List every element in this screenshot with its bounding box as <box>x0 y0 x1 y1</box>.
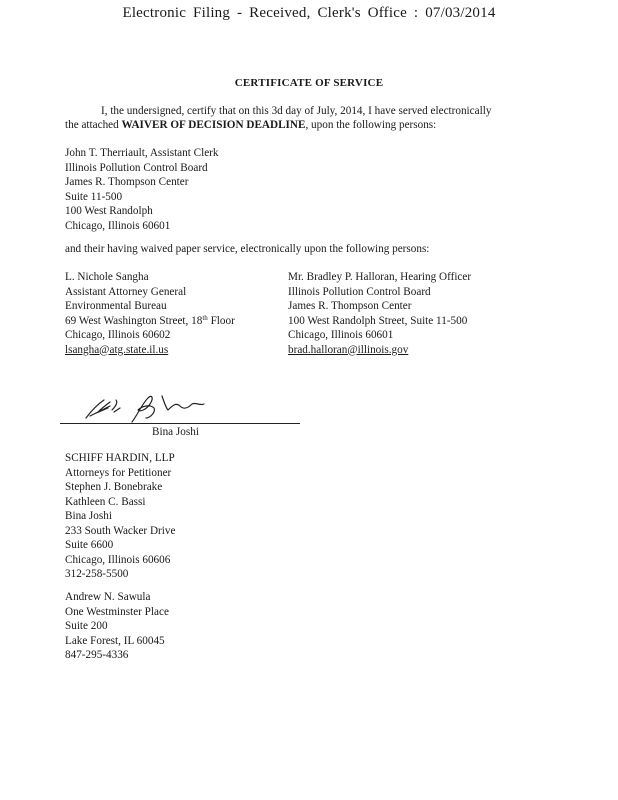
second-attorney-block <box>65 590 169 663</box>
handwritten-signature <box>80 388 220 424</box>
party-title: Assistant Attorney General <box>65 285 187 298</box>
hearing-officer-line: James R. Thompson Center <box>288 300 412 312</box>
recipient-line: James R. Thompson Center <box>65 176 189 188</box>
recipient-line: Chicago, Illinois 60601 <box>65 219 171 232</box>
signature-line <box>60 423 300 424</box>
attorney-line: Suite 200 <box>65 620 108 632</box>
street-text: 69 West Washington Street, 18 <box>65 314 203 327</box>
hearing-officer-line: Chicago, Illinois 60601 <box>288 329 394 341</box>
hearing-officer-email-link[interactable]: brad.halloran@illinois.gov <box>288 343 409 356</box>
intro-line-2 <box>65 118 436 133</box>
attorney-line: 847-295-4336 <box>65 649 129 661</box>
right-party-block <box>288 270 471 357</box>
document-name: WAIVER OF DECISION DEADLINE <box>121 119 306 131</box>
firm-line: Chicago, Illinois 60606 <box>65 553 171 566</box>
party-email-link[interactable]: lsangha@atg.state.il.us <box>65 343 169 356</box>
firm-line: 312-258-5500 <box>65 568 129 580</box>
firm-line: SCHIFF HARDIN, LLP <box>65 452 175 464</box>
street-ordinal: th <box>202 313 208 322</box>
recipient-line: Illinois Pollution Control Board <box>65 161 208 174</box>
party-city: Chicago, Illinois 60602 <box>65 329 171 341</box>
attorney-line: Andrew N. Sawula <box>65 591 151 603</box>
hearing-officer-line: Illinois Pollution Control Board <box>288 285 431 298</box>
intro-line-2-post: , upon the following persons: <box>305 119 437 131</box>
hearing-officer-line: 100 West Randolph Street, Suite 11-500 <box>288 314 468 327</box>
recipient-block <box>65 146 219 233</box>
party-name: L. Nichole Sangha <box>65 271 149 283</box>
hearing-officer-line: Mr. Bradley P. Halloran, Hearing Officer <box>288 271 472 283</box>
recipient-line: Suite 11-500 <box>65 190 123 203</box>
firm-line: Attorneys for Petitioner <box>65 466 172 479</box>
signer-name: Bina Joshi <box>152 426 199 438</box>
firm-line: Kathleen C. Bassi <box>65 495 146 508</box>
intro-line-2-pre: the attached <box>65 119 122 131</box>
waived-service-text: and their having waived paper service, electronically upon the following persons: <box>65 243 430 255</box>
firm-line: 233 South Wacker Drive <box>65 524 176 537</box>
certificate-title: CERTIFICATE OF SERVICE <box>234 77 384 89</box>
left-party-block <box>65 270 235 357</box>
filing-header: Electronic Filing - Received, Clerk's Office : 07/03/2014 <box>122 5 496 21</box>
firm-line: Suite 6600 <box>65 539 114 551</box>
firm-block <box>65 451 175 582</box>
firm-line: Bina Joshi <box>65 510 112 522</box>
intro-line-1: I, the undersigned, certify that on this 3d day of July, 2014, I have served electronically <box>101 105 492 117</box>
party-street <box>65 314 235 329</box>
recipient-line: John T. Therriault, Assistant Clerk <box>65 147 219 159</box>
party-dept: Environmental Bureau <box>65 300 167 312</box>
firm-line: Stephen J. Bonebrake <box>65 481 163 493</box>
street-floor: Floor <box>207 314 235 327</box>
attorney-line: Lake Forest, IL 60045 <box>65 634 165 647</box>
attorney-line: One Westminster Place <box>65 605 169 618</box>
recipient-line: 100 West Randolph <box>65 205 153 217</box>
